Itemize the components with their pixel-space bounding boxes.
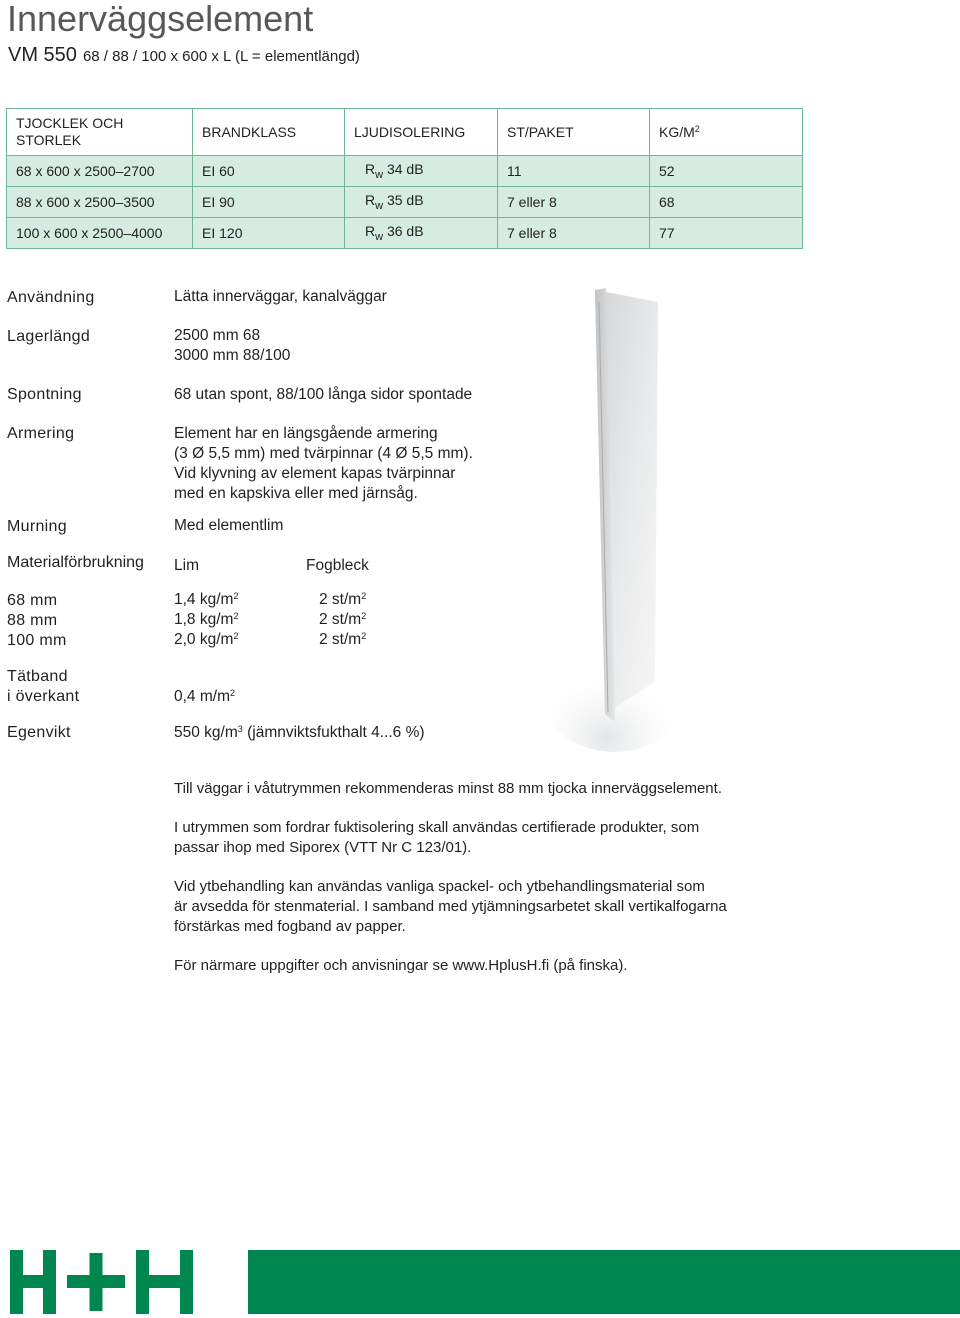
value-reinforcement: Element har en längsgående armering (3 Ø 5,5 mm) med tvärpinnar (4 Ø 5,5 mm). Vid klyvning av element kapas tvärpinnar med en kapskiva eller med järnsåg. — [174, 425, 473, 502]
table-row — [7, 218, 803, 249]
cell-size: 100 x 600 x 2500–4000 — [7, 218, 193, 249]
material-fog-values: 2 $st/m^2$ 2 $st/m^2$ 2 $st/m^2$ — [319, 591, 367, 648]
footer-brand-bar — [248, 1250, 960, 1314]
cell-kg: 77 — [650, 218, 803, 249]
label-density: Egenvikt — [7, 724, 71, 741]
product-dimensions: 68 / 88 / 100 x 600 x L (L = elementlängd) — [82, 48, 360, 65]
page-title: Innerväggselement — [7, 0, 314, 39]
cell-pack: 11 — [498, 156, 650, 187]
cell-fire: EI 60 — [193, 156, 345, 187]
label-seal: Tätband i överkant — [7, 668, 80, 705]
cell-size: 88 x 600 x 2500–3500 — [7, 187, 193, 218]
cell-size: 68 x 600 x 2500–2700 — [7, 156, 193, 187]
cell-kg: 52 — [650, 156, 803, 187]
cell-kg: 68 — [650, 187, 803, 218]
label-masonry: Murning — [7, 518, 67, 535]
col-glue: Lim — [174, 557, 199, 574]
note-moisture-insulation: I utrymmen som fordrar fuktisolering skall användas certifierade produkter, som passar ihop med Siporex (VTT Nr C 123/01). — [174, 819, 700, 856]
label-material: Materialförbrukning — [7, 554, 144, 571]
value-stock-length: 2500 mm 68 3000 mm 88/100 — [174, 327, 291, 364]
label-reinforcement: Armering — [7, 425, 75, 442]
note-surface-treatment: Vid ytbehandling kan användas vanliga spackel- och ytbehandlingsmaterial som är avsedda för stenmaterial. I samband med ytjämningsarbetet skall vertikalfogarna förstärkas med fogband av papper. — [174, 878, 727, 935]
material-sizes: 68 mm 88 mm 100 mm — [7, 592, 67, 649]
product-subtitle — [8, 44, 360, 67]
spec-table — [6, 108, 803, 249]
cell-fire: EI 120 — [193, 218, 345, 249]
cell-fire: EI 90 — [193, 187, 345, 218]
product-code: VM 550 — [8, 44, 77, 66]
table-row — [7, 187, 803, 218]
value-seal: 0,4 $m/m^2$ — [174, 688, 235, 705]
wall-panel-image — [545, 282, 715, 752]
label-stock-length: Lagerlängd — [7, 328, 91, 345]
header-per-pack: ST/PAKET — [498, 109, 650, 156]
note-more-info: För närmare uppgifter och anvisningar se www.HplusH.fi (på finska). — [174, 957, 628, 974]
table-row — [7, 156, 803, 187]
hh-logo — [10, 1250, 230, 1314]
col-fogbleck: Fogbleck — [306, 557, 369, 574]
value-masonry: Med elementlim — [174, 517, 284, 534]
header-size: TJOCKLEK OCH STORLEK — [7, 109, 193, 156]
value-density: 550 $kg/m^3$ (jämnviktsfukthalt 4...6 %) — [174, 724, 425, 741]
cell-pack: 7 eller 8 — [498, 187, 650, 218]
cell-pack: 7 eller 8 — [498, 218, 650, 249]
header-fire-class: BRANDKLASS — [193, 109, 345, 156]
header-sound: LJUDISOLERING — [345, 109, 498, 156]
cell-sound: $R_w$ 34 dB — [345, 156, 498, 187]
material-glue-values: 1,4 $kg/m^2$ 1,8 $kg/m^2$ 2,0 $kg/m^2$ — [174, 591, 239, 648]
label-tongue: Spontning — [7, 386, 82, 403]
cell-sound: $R_w$ 35 dB — [345, 187, 498, 218]
spec-table-header — [7, 109, 803, 156]
label-usage: Användning — [7, 289, 95, 306]
value-tongue: 68 utan spont, 88/100 långa sidor spontade — [174, 386, 473, 403]
value-usage: Lätta innerväggar, kanalväggar — [174, 288, 387, 305]
header-weight: $KG/M^2$ — [650, 109, 803, 156]
note-wet-rooms: Till väggar i våtutrymmen rekommenderas minst 88 mm tjocka innerväggselement. — [174, 780, 722, 797]
cell-sound: $R_w$ 36 dB — [345, 218, 498, 249]
